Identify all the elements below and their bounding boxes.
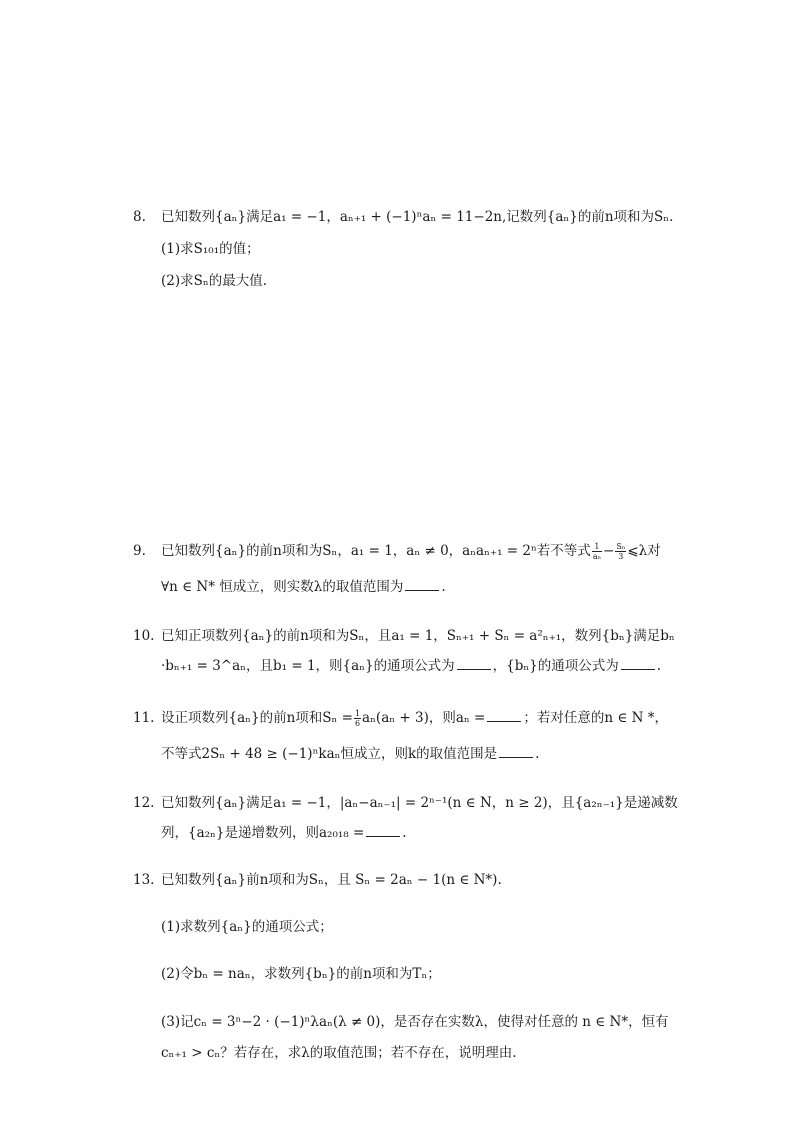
- sub-question-2: (2)令bₙ = naₙ，求数列{bₙ}的前n项和为Tₙ；: [161, 966, 441, 982]
- fraction-denominator: 6: [354, 719, 361, 728]
- sub-question-2: (2)求Sₙ的最大值.: [161, 273, 268, 289]
- question-text-line-2: [161, 744, 539, 764]
- question-text: 已知数列{aₙ}前n项和为Sₙ，且 Sₙ = 2aₙ − 1(n ∈ N*).: [161, 872, 502, 888]
- fraction-2: [615, 542, 626, 561]
- fraction-numerator: Sₙ: [616, 542, 626, 551]
- question-number: 10.: [133, 628, 155, 644]
- minus-sign: −: [603, 543, 615, 559]
- question-number: 12.: [133, 795, 155, 811]
- text-segment: 不等式2Sₙ + 48 ≥ (−1)ⁿkaₙ恒成立，则k的取值范围是: [161, 746, 498, 762]
- sub-question-3-line-2: cₙ₊₁ > cₙ？若存在，求λ的取值范围；若不存在，说明理由.: [161, 1045, 517, 1061]
- answer-blank[interactable]: [621, 657, 655, 670]
- text-segment: 列，{a₂ₙ}是递增数列，则a₂₀₁₈ =: [161, 825, 365, 841]
- question-text-line-1: 已知正项数列{aₙ}的前n项和为Sₙ，且a₁ = 1，Sₙ₊₁ + Sₙ = a²ₙ₊₁，数列{bₙ}满足bₙ: [161, 628, 675, 644]
- question-number: 11.: [133, 710, 155, 726]
- text-segment: ∀n ∈ N* 恒成立，则实数λ的取值范围为: [161, 579, 404, 595]
- question-text-line-1: [161, 708, 668, 728]
- text-segment: ·bₙ₊₁ = 3^aₙ，且b₁ = 1，则{aₙ}的通项公式为: [161, 658, 455, 674]
- question-text: 已知数列{aₙ}满足a₁ = −1，aₙ₊₁ + (−1)ⁿaₙ = 11−2n,记数列{aₙ}的前n项和为Sₙ.: [161, 209, 674, 225]
- text-segment: ，{bₙ}的通项公式为: [492, 658, 619, 674]
- sub-question-3-line-1: (3)记cₙ = 3ⁿ−2 · (−1)ⁿλaₙ(λ ≠ 0)，是否存在实数λ，使得对任意的 n ∈ N*，恒有: [161, 1014, 669, 1030]
- text-segment: .: [402, 825, 407, 841]
- question-text-line-1: 已知数列{aₙ}满足a₁ = −1，|aₙ−aₙ₋₁| = 2ⁿ⁻¹(n ∈ N，n ≥ 2)，且{a₂ₙ₋₁}是递减数: [161, 795, 678, 811]
- fraction-denominator: 3: [618, 552, 624, 561]
- sub-question-1: (1)求S₁₀₁的值；: [161, 241, 260, 257]
- fraction-numerator: 1: [354, 709, 361, 718]
- text-segment: aₙ(aₙ + 3)，则aₙ =: [362, 710, 486, 726]
- text-segment: .: [441, 579, 446, 595]
- text-segment: ⩽λ对: [627, 543, 661, 559]
- question-text-line-1: [161, 541, 661, 561]
- fraction-numerator: 1: [592, 542, 602, 552]
- text-segment: 已知数列{aₙ}的前n项和为Sₙ，a₁ = 1，aₙ ≠ 0，aₙaₙ₊₁ = 2ⁿ若不等式: [161, 543, 591, 559]
- question-number: 13.: [133, 872, 155, 888]
- answer-blank[interactable]: [457, 657, 491, 670]
- answer-blank[interactable]: [487, 709, 521, 722]
- text-segment: 设正项数列{aₙ}的前n项和Sₙ =: [161, 710, 353, 726]
- text-segment: .: [535, 746, 540, 762]
- question-number: 8.: [133, 209, 146, 225]
- sub-question-1: (1)求数列{aₙ}的通项公式；: [161, 919, 333, 935]
- question-text-line-2: [161, 577, 446, 597]
- answer-blank[interactable]: [366, 824, 400, 837]
- answer-blank[interactable]: [499, 745, 533, 758]
- question-text-line-2: [161, 823, 407, 843]
- text-segment: ；若对任意的n ∈ N *，: [523, 710, 668, 726]
- question-number: 9.: [133, 543, 146, 559]
- answer-blank[interactable]: [405, 578, 439, 591]
- text-segment: .: [656, 658, 662, 674]
- fraction-denominator: aₙ: [592, 552, 602, 561]
- question-text-line-2: [161, 656, 661, 676]
- fraction-1: [592, 542, 602, 561]
- fraction: [354, 709, 361, 728]
